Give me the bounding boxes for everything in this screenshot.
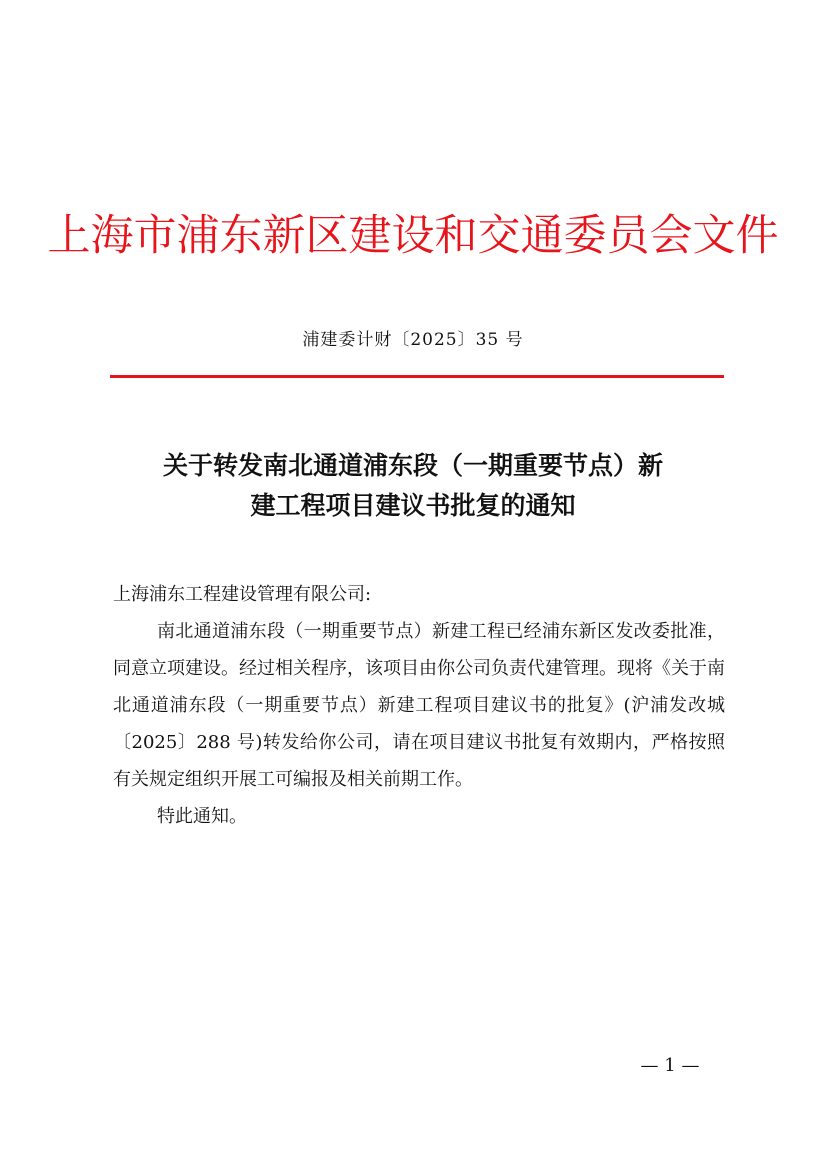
document-title <box>100 446 726 526</box>
addressee: 上海浦东工程建设管理有限公司: <box>113 584 372 605</box>
document-title-line-2: 建工程项目建议书批复的通知 <box>250 491 576 520</box>
document-body <box>113 576 725 835</box>
page-number: — 1 — <box>640 1055 700 1076</box>
document-number: 浦建委计财〔2025〕35 号 <box>302 330 524 350</box>
issuer-header-title: 上海市浦东新区建设和交通委员会文件 <box>47 211 779 261</box>
document-title-line-1: 关于转发南北通道浦东段（一期重要节点）新 <box>162 451 663 480</box>
closing-line: 特此通知。 <box>157 806 247 827</box>
red-separator-line <box>110 375 724 378</box>
body-paragraph: 南北通道浦东段（一期重要节点）新建工程已经浦东新区发改委批准，同意立项建设。经过相关程序，该项目由你公司负责代建管理。现将《关于南北通道浦东段（一期重要节点）新建工程项目建议书的批复》(沪浦发改城〔2025〕288 号)转发给你公司，请在项目建议书批复有效期内，严格按照有关规定组织开展工可编报及相关前期工作。 <box>113 621 725 790</box>
